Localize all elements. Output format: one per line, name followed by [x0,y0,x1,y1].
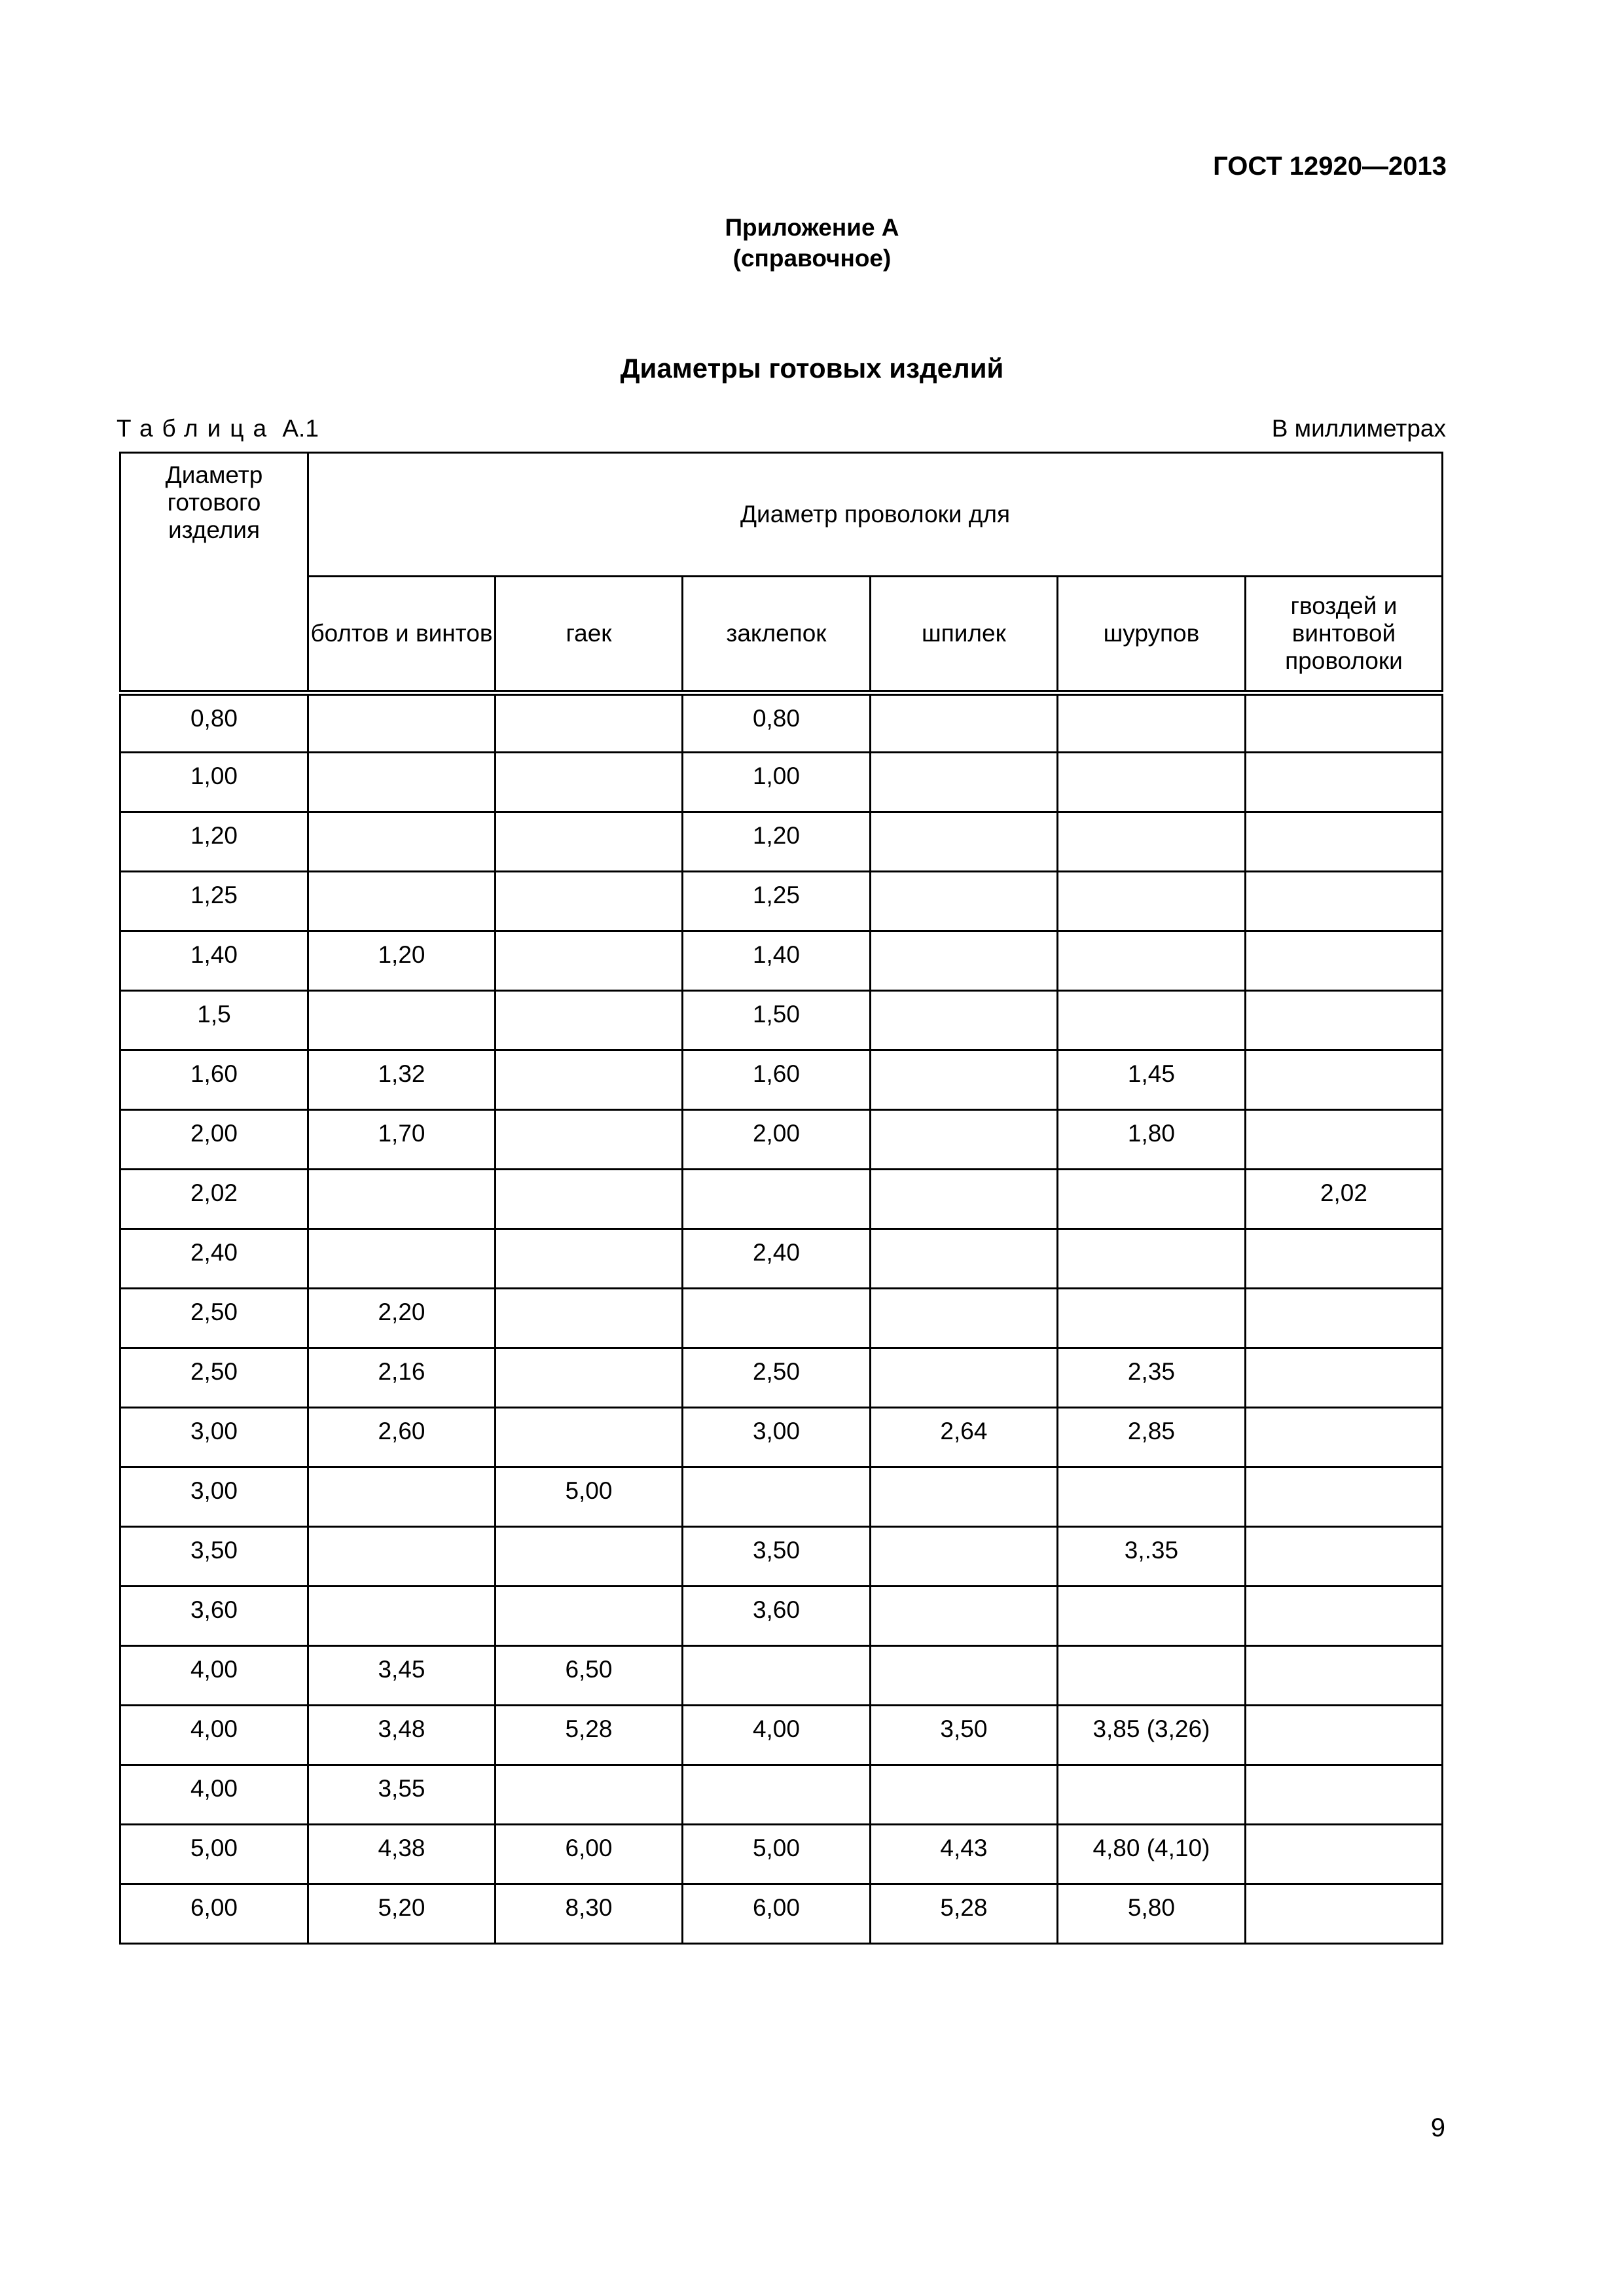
wire-diameter-cell [1245,1110,1442,1170]
wire-diameter-cell: 1,70 [308,1110,495,1170]
wire-diameter-cell [870,931,1057,991]
wire-diameter-cell [308,1527,495,1587]
wire-diameter-cell [1245,1348,1442,1408]
wire-diameter-cell: 2,00 [682,1110,870,1170]
wire-diameter-cell: 5,80 [1057,1884,1245,1944]
product-diameter-cell: 3,50 [120,1527,308,1587]
header-wire-diameter-group: Диаметр проволоки для [308,453,1442,577]
wire-diameter-cell [1245,1467,1442,1527]
wire-diameter-cell [495,812,682,872]
wire-diameter-cell: 3,50 [682,1527,870,1587]
wire-diameter-cell: 2,02 [1245,1170,1442,1229]
document-code: ГОСТ 12920—2013 [1213,152,1447,181]
wire-diameter-cell: 5,28 [495,1706,682,1765]
wire-diameter-cell [1245,1527,1442,1587]
table-row [120,1289,1443,1348]
wire-diameter-cell: 3,60 [682,1587,870,1646]
wire-diameter-cell [1245,991,1442,1050]
wire-diameter-cell: 6,00 [682,1884,870,1944]
product-diameter-cell: 2,00 [120,1110,308,1170]
column-header: заклепок [682,577,870,693]
wire-diameter-cell [870,1229,1057,1289]
wire-diameter-cell [308,693,495,753]
wire-diameter-cell: 3,50 [870,1706,1057,1765]
table-label [117,415,319,442]
table-row [120,931,1443,991]
product-diameter-cell: 3,00 [120,1467,308,1527]
wire-diameter-cell [308,872,495,931]
wire-diameter-cell [1057,991,1245,1050]
wire-diameter-cell [870,1110,1057,1170]
wire-diameter-cell [870,872,1057,931]
wire-diameter-cell: 5,28 [870,1884,1057,1944]
wire-diameter-cell [1245,1289,1442,1348]
wire-diameter-cell: 1,40 [682,931,870,991]
wire-diameter-cell [870,1527,1057,1587]
wire-diameter-cell: 2,40 [682,1229,870,1289]
table-row [120,1408,1443,1467]
wire-diameter-cell [1245,872,1442,931]
wire-diameter-cell: 1,20 [308,931,495,991]
wire-diameter-cell: 4,43 [870,1825,1057,1884]
table-units: В миллиметрах [1271,415,1446,442]
wire-diameter-cell [1245,1408,1442,1467]
wire-diameter-cell [495,1170,682,1229]
header-product-diameter: Диаметр готового изделия [120,453,308,693]
wire-diameter-cell: 3,00 [682,1408,870,1467]
wire-diameter-cell [870,1170,1057,1229]
wire-diameter-cell: 1,50 [682,991,870,1050]
wire-diameter-cell: 4,38 [308,1825,495,1884]
wire-diameter-cell [1245,1646,1442,1706]
wire-diameter-cell: 5,00 [495,1467,682,1527]
wire-diameter-cell: 3,55 [308,1765,495,1825]
wire-diameter-cell [870,1467,1057,1527]
wire-diameter-cell [682,1765,870,1825]
wire-diameter-cell: 6,00 [495,1825,682,1884]
wire-diameter-cell [495,1050,682,1110]
wire-diameter-cell [1057,931,1245,991]
wire-diameter-cell [870,1289,1057,1348]
wire-diameter-cell [495,693,682,753]
wire-diameter-cell [308,991,495,1050]
wire-diameter-cell [1245,931,1442,991]
wire-diameter-cell: 0,80 [682,693,870,753]
wire-diameter-cell [495,872,682,931]
wire-diameter-cell [308,1229,495,1289]
product-diameter-cell: 3,60 [120,1587,308,1646]
wire-diameter-cell [870,1765,1057,1825]
wire-diameter-cell: 6,50 [495,1646,682,1706]
table-row [120,1646,1443,1706]
wire-diameter-cell [1245,1229,1442,1289]
table-row [120,1825,1443,1884]
table-row [120,1050,1443,1110]
wire-diameter-cell [495,1765,682,1825]
wire-diameter-cell: 2,60 [308,1408,495,1467]
wire-diameter-cell: 1,00 [682,753,870,812]
wire-diameter-cell [682,1467,870,1527]
product-diameter-cell: 2,02 [120,1170,308,1229]
wire-diameter-cell [495,931,682,991]
product-diameter-cell: 1,5 [120,991,308,1050]
wire-diameter-cell [1057,1229,1245,1289]
table-row [120,1348,1443,1408]
product-diameter-cell: 2,40 [120,1229,308,1289]
wire-diameter-cell: 1,60 [682,1050,870,1110]
wire-diameter-cell [1057,1646,1245,1706]
wire-diameter-cell [495,1348,682,1408]
wire-diameter-cell [1057,1587,1245,1646]
wire-diameter-cell [1057,693,1245,753]
table-row [120,753,1443,812]
column-header: шпилек [870,577,1057,693]
product-diameter-cell: 1,00 [120,753,308,812]
wire-diameter-cell [495,1110,682,1170]
table-row [120,1467,1443,1527]
product-diameter-cell: 1,25 [120,872,308,931]
table-row [120,1110,1443,1170]
wire-diameter-cell: 1,25 [682,872,870,931]
column-header: гаек [495,577,682,693]
product-diameter-cell: 1,40 [120,931,308,991]
wire-diameter-cell [495,1408,682,1467]
wire-diameter-cell [1057,872,1245,931]
product-diameter-cell: 2,50 [120,1348,308,1408]
table-row [120,1765,1443,1825]
table-row [120,1229,1443,1289]
wire-diameter-cell [870,991,1057,1050]
wire-diameter-cell [1057,1170,1245,1229]
wire-diameter-cell: 8,30 [495,1884,682,1944]
wire-diameter-cell: 3,45 [308,1646,495,1706]
wire-diameter-cell: 3,.35 [1057,1527,1245,1587]
wire-diameter-cell [495,1527,682,1587]
product-diameter-cell: 3,00 [120,1408,308,1467]
wire-diameter-cell: 1,32 [308,1050,495,1110]
wire-diameter-cell [870,1050,1057,1110]
wire-diameter-cell [870,1348,1057,1408]
wire-diameter-cell [1057,1289,1245,1348]
wire-diameter-cell [1057,812,1245,872]
table-row [120,1587,1443,1646]
wire-diameter-cell: 2,85 [1057,1408,1245,1467]
table-row [120,1884,1443,1944]
table-row [120,693,1443,753]
diameter-table [119,452,1443,1945]
wire-diameter-cell [1245,1765,1442,1825]
wire-diameter-cell: 2,20 [308,1289,495,1348]
product-diameter-cell: 4,00 [120,1706,308,1765]
table-row [120,1170,1443,1229]
product-diameter-cell: 5,00 [120,1825,308,1884]
wire-diameter-cell: 3,48 [308,1706,495,1765]
table-row [120,1706,1443,1765]
wire-diameter-cell [682,1289,870,1348]
wire-diameter-cell [1057,753,1245,812]
wire-diameter-cell: 3,85 (3,26) [1057,1706,1245,1765]
annex-title: Приложение А [725,214,899,241]
wire-diameter-cell: 1,80 [1057,1110,1245,1170]
wire-diameter-cell: 1,20 [682,812,870,872]
wire-diameter-cell: 2,64 [870,1408,1057,1467]
column-header: шурупов [1057,577,1245,693]
wire-diameter-cell [308,1467,495,1527]
product-diameter-cell: 4,00 [120,1646,308,1706]
wire-diameter-cell [308,1587,495,1646]
wire-diameter-cell [682,1646,870,1706]
annex-subtitle: (справочное) [732,245,892,272]
wire-diameter-cell [495,1229,682,1289]
table-label-number: А.1 [282,415,319,442]
product-diameter-cell: 1,20 [120,812,308,872]
table-row [120,812,1443,872]
table-row [120,872,1443,931]
wire-diameter-cell [1057,1765,1245,1825]
wire-diameter-cell [308,1170,495,1229]
product-diameter-cell: 6,00 [120,1884,308,1944]
wire-diameter-cell: 2,16 [308,1348,495,1408]
product-diameter-cell: 4,00 [120,1765,308,1825]
wire-diameter-cell [308,753,495,812]
wire-diameter-cell [495,753,682,812]
wire-diameter-cell [1245,1050,1442,1110]
wire-diameter-cell [1245,693,1442,753]
wire-diameter-cell [682,1170,870,1229]
table-label-word: Таблица [117,415,276,442]
wire-diameter-cell [1057,1467,1245,1527]
wire-diameter-cell: 5,20 [308,1884,495,1944]
wire-diameter-cell [870,693,1057,753]
wire-diameter-cell: 5,00 [682,1825,870,1884]
wire-diameter-cell [1245,1825,1442,1884]
wire-diameter-cell [495,1587,682,1646]
table-row [120,1527,1443,1587]
wire-diameter-cell: 4,80 (4,10) [1057,1825,1245,1884]
wire-diameter-cell [495,1289,682,1348]
wire-diameter-cell [870,753,1057,812]
table-row [120,991,1443,1050]
wire-diameter-cell [1245,753,1442,812]
product-diameter-cell: 0,80 [120,693,308,753]
wire-diameter-cell [1245,812,1442,872]
page-number: 9 [1430,2113,1445,2142]
wire-diameter-cell [308,812,495,872]
wire-diameter-cell [1245,1706,1442,1765]
product-diameter-cell: 2,50 [120,1289,308,1348]
product-diameter-cell: 1,60 [120,1050,308,1110]
wire-diameter-cell: 2,50 [682,1348,870,1408]
wire-diameter-cell [495,991,682,1050]
wire-diameter-cell [870,1646,1057,1706]
wire-diameter-cell [1245,1587,1442,1646]
column-header: болтов и винтов [308,577,495,693]
wire-diameter-cell: 2,35 [1057,1348,1245,1408]
wire-diameter-cell [1245,1884,1442,1944]
wire-diameter-cell: 1,45 [1057,1050,1245,1110]
wire-diameter-cell [870,812,1057,872]
column-header: гвоздей и винтовой проволоки [1245,577,1442,693]
wire-diameter-cell [870,1587,1057,1646]
wire-diameter-cell: 4,00 [682,1706,870,1765]
page-title: Диаметры готовых изделий [620,353,1004,384]
